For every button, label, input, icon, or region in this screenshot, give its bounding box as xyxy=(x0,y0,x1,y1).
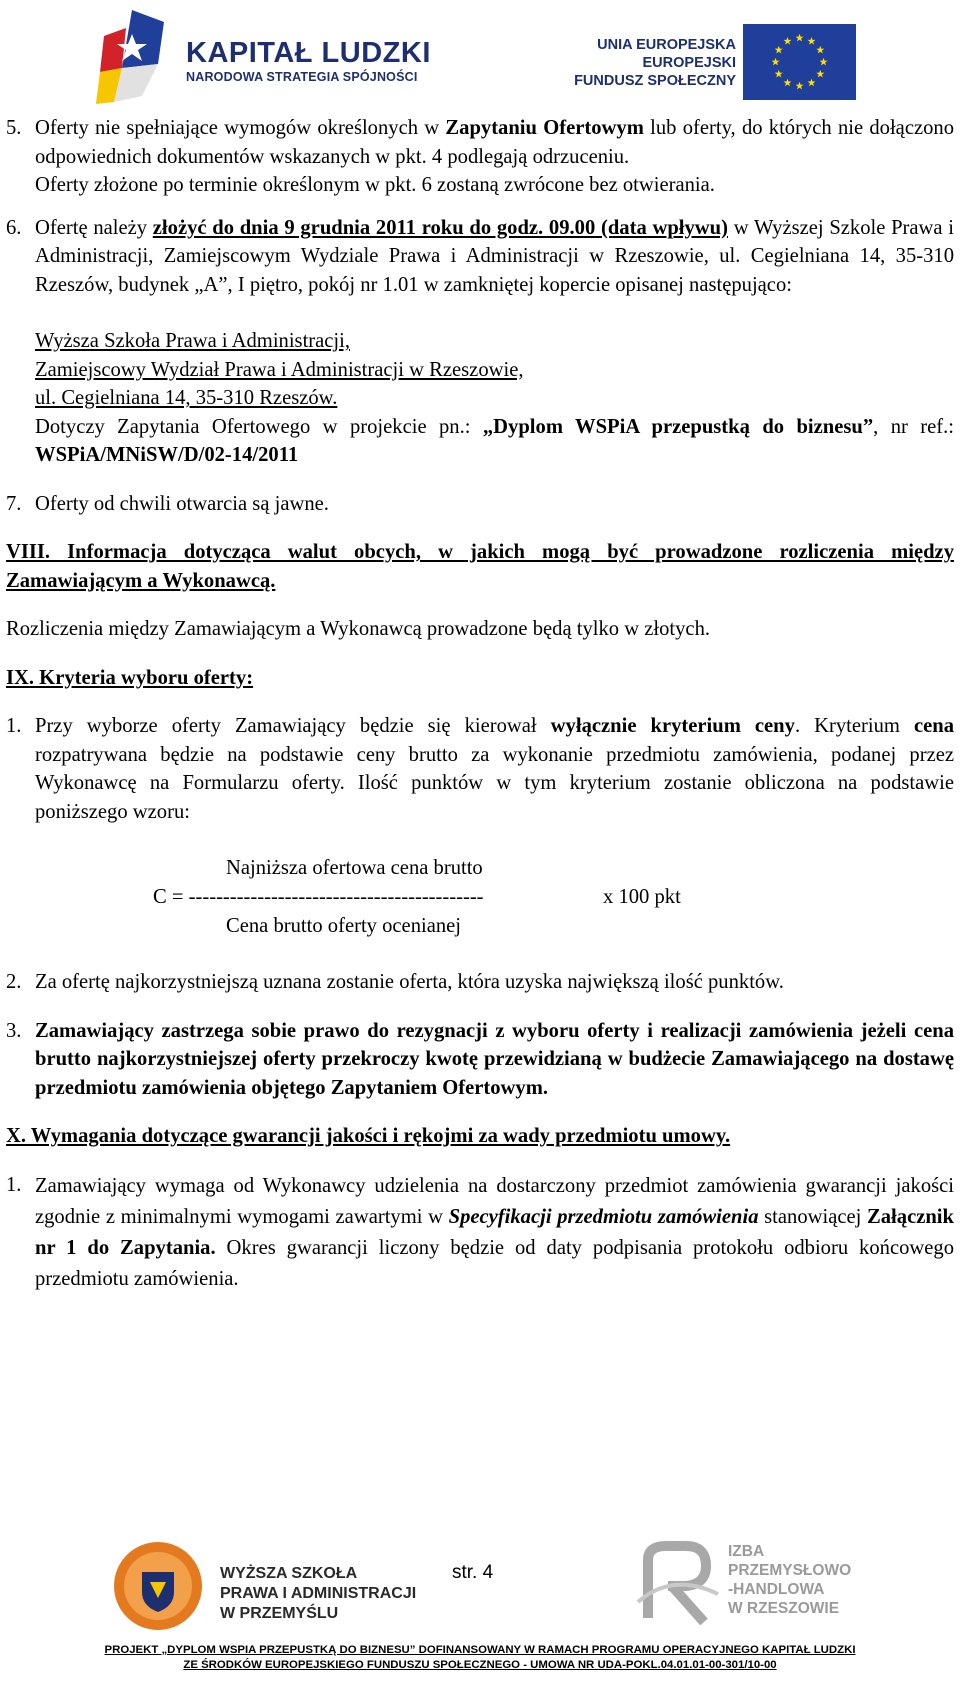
text-run: Dotyczy Zapytania Ofertowego w projekcie pn.: xyxy=(35,415,483,438)
item-number: 6. xyxy=(6,216,22,239)
project-name: „Dyplom WSPiA przepustką do biznesu” xyxy=(482,415,874,438)
list-item xyxy=(6,1171,954,1295)
list-item xyxy=(6,712,954,826)
izba-logo-icon xyxy=(632,1532,724,1632)
item-number: 7. xyxy=(6,492,22,515)
eu-wordmark xyxy=(568,36,736,90)
item-text xyxy=(35,712,954,826)
text-run: Oferty złożone po terminie określonym w pkt. 6 zostaną zwrócone bez otwierania. xyxy=(35,174,715,196)
list-item xyxy=(6,968,954,997)
project-footer-line2: ZE ŚRODKÓW EUROPEJSKIEGO FUNDUSZU SPOŁECZNEGO - UMOWA NR UDA-POKL.04.01.01-00-301/10-00 xyxy=(183,1659,777,1671)
text-run: lub oferty, do których nie dołączono odpowiednich dokumentów wskazanych w pkt. 4 podlegają odrzuceniu. xyxy=(35,117,954,168)
address-line: Zamiejscowy Wydział Prawa i Administracji w Rzeszowie, xyxy=(35,358,524,381)
kl-subtitle: NARODOWA STRATEGIA SPÓJNOŚCI xyxy=(186,70,418,84)
ue-line1: UNIA EUROPEJSKA xyxy=(597,37,736,53)
list-item xyxy=(6,214,954,300)
project-footer-line1: PROJEKT „DYPLOM WSPIA PRZEPUSTKĄ DO BIZNESU” DOFINANSOWANY W RAMACH PROGRAMU OPERACYJNEGO KAPITAŁ LUDZKI xyxy=(104,1644,856,1656)
izba-line1: IZBA xyxy=(728,1543,765,1560)
item-text xyxy=(35,1171,954,1295)
item-number: 3. xyxy=(6,1019,22,1042)
formula-multiplier: x 100 pkt xyxy=(603,886,681,908)
text-run: Okres gwarancji liczony będzie od daty podpisania protokołu odbioru końcowego przedmiotu zamówienia. xyxy=(35,1236,954,1290)
kapital-ludzki-wordmark xyxy=(186,38,431,84)
wspia-line1: WYŻSZA SZKOŁA xyxy=(220,1565,358,1582)
wspia-wordmark xyxy=(220,1564,416,1624)
text-run-bold: Załącznik nr 1 do Zapytania. xyxy=(35,1205,954,1259)
section-heading-ix: IX. Kryteria wyboru oferty: xyxy=(6,666,254,689)
text-run: . xyxy=(794,715,801,737)
list-item xyxy=(6,490,954,519)
list-item xyxy=(6,114,954,200)
item-text xyxy=(35,214,954,300)
text-run: Kryterium xyxy=(814,715,914,737)
izba-line2: PRZEMYSŁOWO xyxy=(728,1562,852,1579)
currency-text: Rozliczenia między Zamawiającym a Wykonawcą prowadzone będą tylko w złotych. xyxy=(6,618,711,640)
deadline-text: złożyć do dnia 9 grudnia 2011 roku do godz. 09.00 (data wpływu) xyxy=(152,216,728,239)
reference-number: WSPiA/MNiSW/D/02-14/2011 xyxy=(35,444,299,466)
text-run-bold: Zamawiający zastrzega sobie prawo do rezygnacji z wyboru oferty i realizacji zamówienia jeżeli cena brutto najkorzystniejszej oferty przekroczy kwotę przewidzianą w budżecie Zamawiającego na dostawę przedmiotu zamówienia objętego Zapytaniem Ofertowym. xyxy=(35,1019,954,1099)
formula-numerator: Najniższa ofertowa cena brutto xyxy=(226,857,483,879)
text-run-bold: wyłącznie kryterium ceny xyxy=(550,715,795,737)
text-run: Przy wyborze oferty Zamawiający będzie się kierował xyxy=(35,715,551,737)
item-number: 2. xyxy=(6,971,22,993)
item-text xyxy=(35,114,954,200)
wspia-line3: W PRZEMYŚLU xyxy=(220,1605,339,1622)
ue-line2: EUROPEJSKI xyxy=(642,55,736,71)
text-run: Zamawiający wymaga od Wykonawcy udzielenia na dostarczony przedmiot zamówienia gwarancji jakości zgodnie z minimalnymi wymogami zawartymi w xyxy=(35,1174,954,1228)
address-line: ul. Cegielniana 14, 35-310 Rzeszów. xyxy=(35,387,338,409)
izba-line4: W RZESZOWIE xyxy=(728,1600,840,1617)
page-number: str. 4 xyxy=(452,1562,494,1583)
item-number: 1. xyxy=(6,1173,22,1196)
item-text: Za ofertę najkorzystniejszą uznana zostanie oferta, która uzyska największą ilość punktów. xyxy=(35,971,784,993)
list-item xyxy=(6,1017,954,1103)
kl-title: KAPITAŁ LUDZKI xyxy=(186,37,431,69)
item-number: 1. xyxy=(6,715,22,737)
item-number: 5. xyxy=(6,117,22,139)
text-run-bold-italic: Specyfikacji przedmiotu zamówienia xyxy=(448,1205,759,1228)
text-run-bold: Zapytaniu Ofertowym xyxy=(445,117,644,139)
ue-line3: FUNDUSZ SPOŁECZNY xyxy=(574,73,736,89)
concerns-text xyxy=(35,413,954,470)
izba-line3: -HANDLOWA xyxy=(728,1581,825,1598)
wspia-emblem-icon xyxy=(112,1540,204,1632)
section-heading-viii: VIII. Informacja dotycząca walut obcych, w jakich mogą być prowadzone rozliczenia między Zamawiającym a Wykonawcą. xyxy=(6,541,954,592)
kapital-ludzki-logo-icon xyxy=(92,6,172,106)
wspia-line2: PRAWA I ADMINISTRACJI xyxy=(220,1585,417,1602)
text-run: rozpatrywana będzie na podstawie ceny brutto za wykonanie przedmiotu zamówienia, podanej przez Wykonawcę na Formularzu oferty. Ilość punktów w tym kryterium zostanie obliczona na podstawie poniższego wzoru: xyxy=(35,743,954,823)
formula-denominator: Cena brutto oferty ocenianej xyxy=(226,915,462,937)
item-text: Oferty od chwili otwarcia są jawne. xyxy=(35,492,329,515)
text-run: w Wyższej Szkole Prawa i Administracji, Zamiejscowym Wydziale Prawa i Administracji w Rzeszowie, ul. Cegielniana 14, 35-310 Rzeszów, budynek „A”, I piętro, pokój nr 1.01 w zamkniętej kopercie opisanej następująco: xyxy=(35,216,955,296)
eu-flag-icon xyxy=(743,24,856,100)
item-text xyxy=(35,1017,954,1103)
envelope-address xyxy=(6,327,954,470)
izba-wordmark xyxy=(728,1542,851,1618)
scoring-formula xyxy=(6,854,954,954)
text-run: Oferty nie spełniające wymogów określonych w xyxy=(35,117,446,139)
text-run: stanowiącej xyxy=(758,1205,868,1228)
document-body xyxy=(6,114,954,1295)
text-run-bold: cena xyxy=(913,715,954,737)
address-line: Wyższa Szkoła Prawa i Administracji, xyxy=(35,330,351,352)
section-heading-x: X. Wymagania dotyczące gwarancji jakości i rękojmi za wady przedmiotu umowy. xyxy=(6,1125,731,1147)
page-header xyxy=(0,0,960,112)
formula-fraction-line: C = ------------------------------------------- xyxy=(153,886,484,908)
text-run: , nr ref.: xyxy=(873,415,955,438)
project-footer-strip xyxy=(0,1643,960,1683)
text-run: Ofertę należy xyxy=(35,216,153,239)
